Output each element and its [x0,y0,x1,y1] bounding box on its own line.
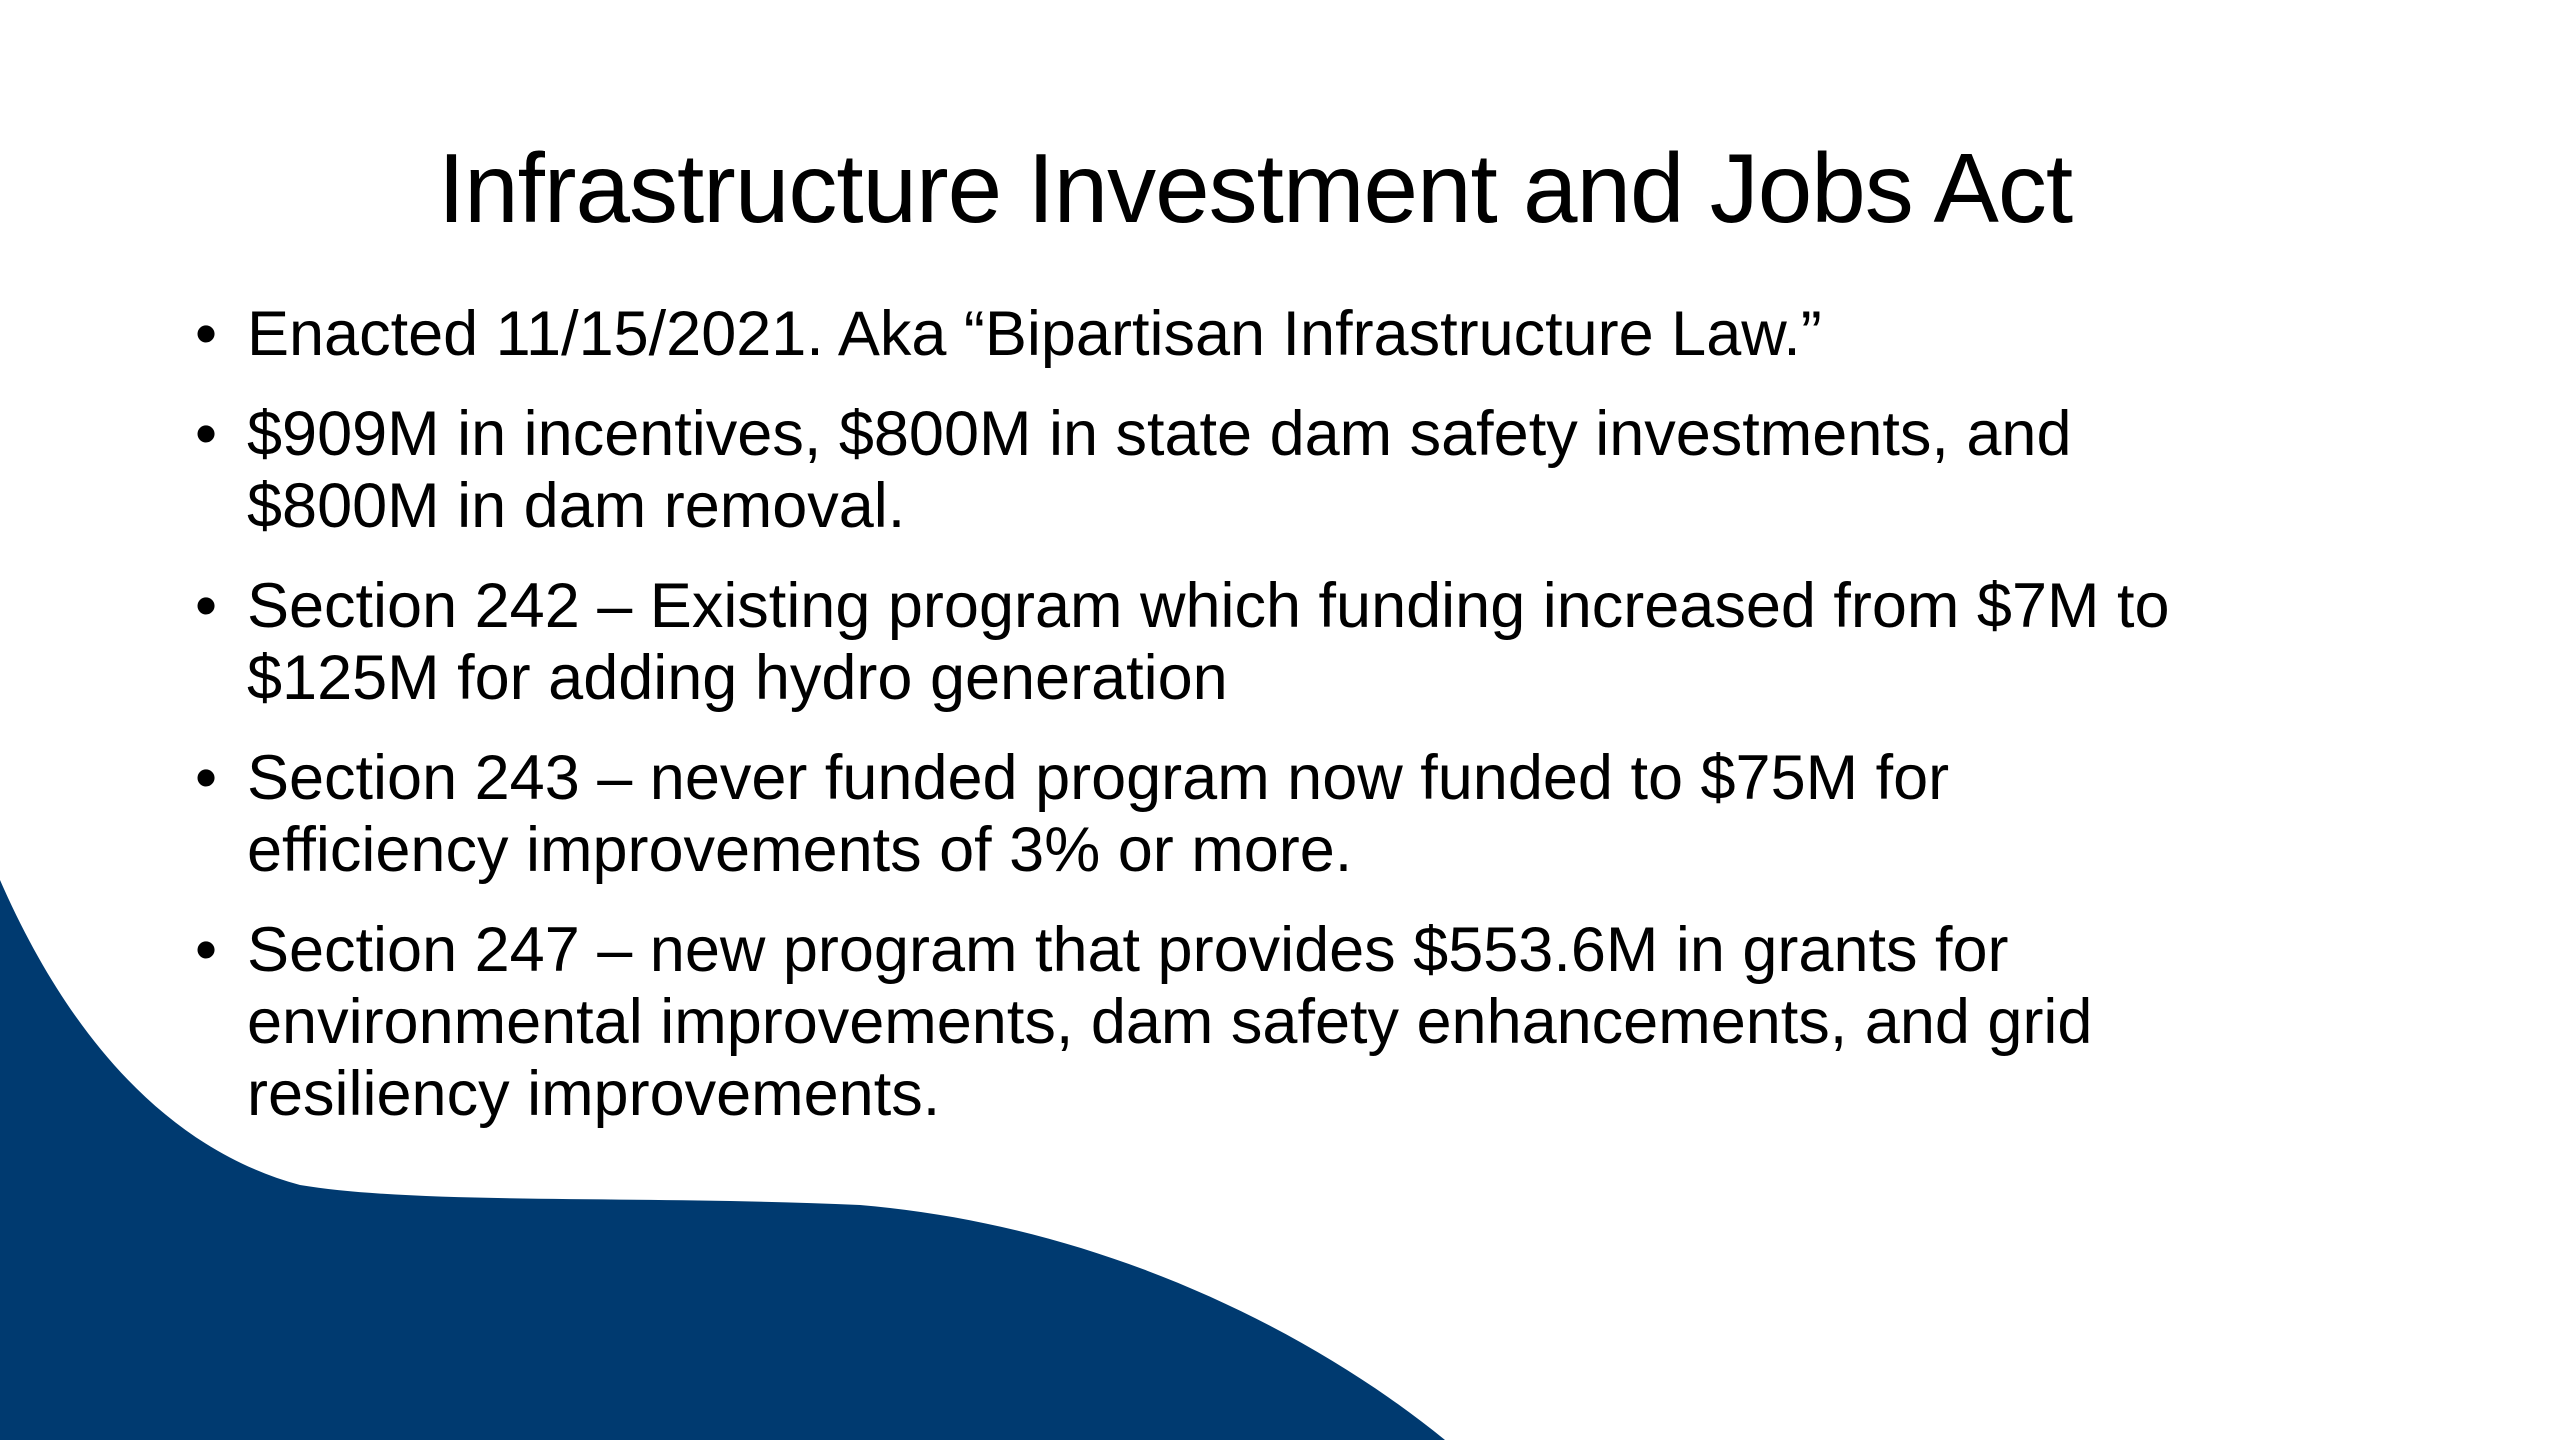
bullet-list [195,298,2395,1158]
bullet-dot-icon: • [195,571,218,641]
bullet-dot-icon: • [195,399,218,469]
bullet-dot-icon: • [195,915,218,985]
bullet-text-line: resiliency improvements. [247,1059,941,1129]
bullet-text-line: Section 243 – never funded program now funded to $75M for [247,743,1950,813]
bullet-text-line: Section 242 – Existing program which funding increased from $7M to [247,571,2170,641]
bullet-dot-icon: • [195,299,218,369]
bullet-item [195,742,2395,886]
bullet-text-line: efficiency improvements of 3% or more. [247,815,1353,885]
slide-title: Infrastructure Investment and Jobs Act [437,133,2073,243]
bullet-text-line: Section 247 – new program that provides $553.6M in grants for [247,915,2009,985]
bullet-text-line: $909M in incentives, $800M in state dam safety investments, and [247,399,2072,469]
bullet-item [195,398,2395,542]
bullet-text-line: Enacted 11/15/2021. Aka “Bipartisan Infrastructure Law.” [247,299,1822,369]
bullet-item [195,570,2395,714]
bullet-item [195,298,2395,370]
bullet-text-line: $800M in dam removal. [247,471,906,541]
bullet-item [195,914,2395,1130]
bullet-text-line: $125M for adding hydro generation [247,643,1228,713]
bullet-text-line: environmental improvements, dam safety enhancements, and grid [247,987,2093,1057]
bullet-dot-icon: • [195,743,218,813]
